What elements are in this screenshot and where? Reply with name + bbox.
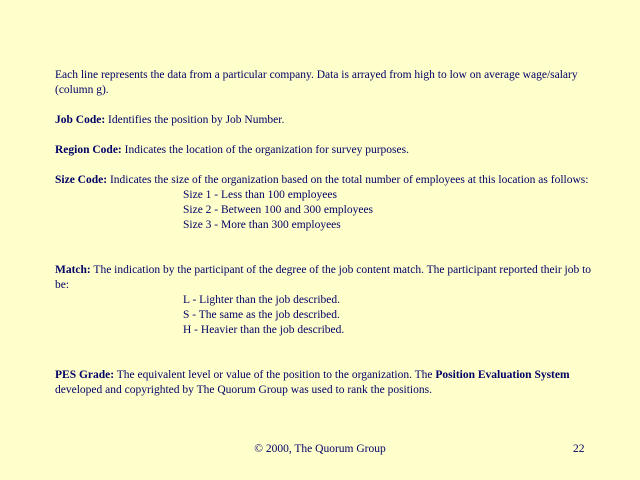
size-code-term: Size Code: <box>55 174 108 186</box>
pes-grade-term: PES Grade: <box>55 369 115 381</box>
region-code-description: Indicates the location of the organization for survey purposes. <box>121 144 409 156</box>
job-code-description: Identifies the position by Job Number. <box>105 114 285 126</box>
pes-grade-description: The equivalent level or value of the position to the organization. The <box>114 369 436 381</box>
slide-footer <box>0 442 640 458</box>
size-code-item: Size 2 - Between 100 and 300 employees <box>183 204 374 216</box>
pes-grade-definition <box>55 368 595 398</box>
match-description: The indication by the participant of the degree of the job content match. The participant reported their job to be: <box>55 264 592 291</box>
region-code-term: Region Code: <box>55 144 122 156</box>
match-definition <box>55 263 595 293</box>
match-item: L - Lighter than the job described. <box>183 294 341 306</box>
match-item: S - The same as the job described. <box>183 309 340 321</box>
job-code-definition <box>55 113 595 128</box>
size-code-definition <box>55 173 595 188</box>
copyright-notice: © 2000, The Quorum Group <box>254 443 386 455</box>
position-evaluation-system-name: Position Evaluation System <box>435 369 570 381</box>
match-term: Match: <box>55 264 91 276</box>
pes-grade-description-end: developed and copyrighted by The Quorum Group was used to rank the positions. <box>55 384 432 396</box>
job-code-term: Job Code: <box>55 114 106 126</box>
size-code-item: Size 3 - More than 300 employees <box>183 219 341 231</box>
page-number: 22 <box>573 443 585 455</box>
slide-content <box>55 68 595 398</box>
size-code-description: Indicates the size of the organization based on the total number of employees at this location as follows: <box>107 174 589 186</box>
size-code-item: Size 1 - Less than 100 employees <box>183 189 337 201</box>
intro-paragraph: Each line represents the data from a particular company. Data is arrayed from high to low on average wage/salary (column g). <box>55 69 578 96</box>
match-item: H - Heavier than the job described. <box>183 324 345 336</box>
region-code-definition <box>55 143 595 158</box>
